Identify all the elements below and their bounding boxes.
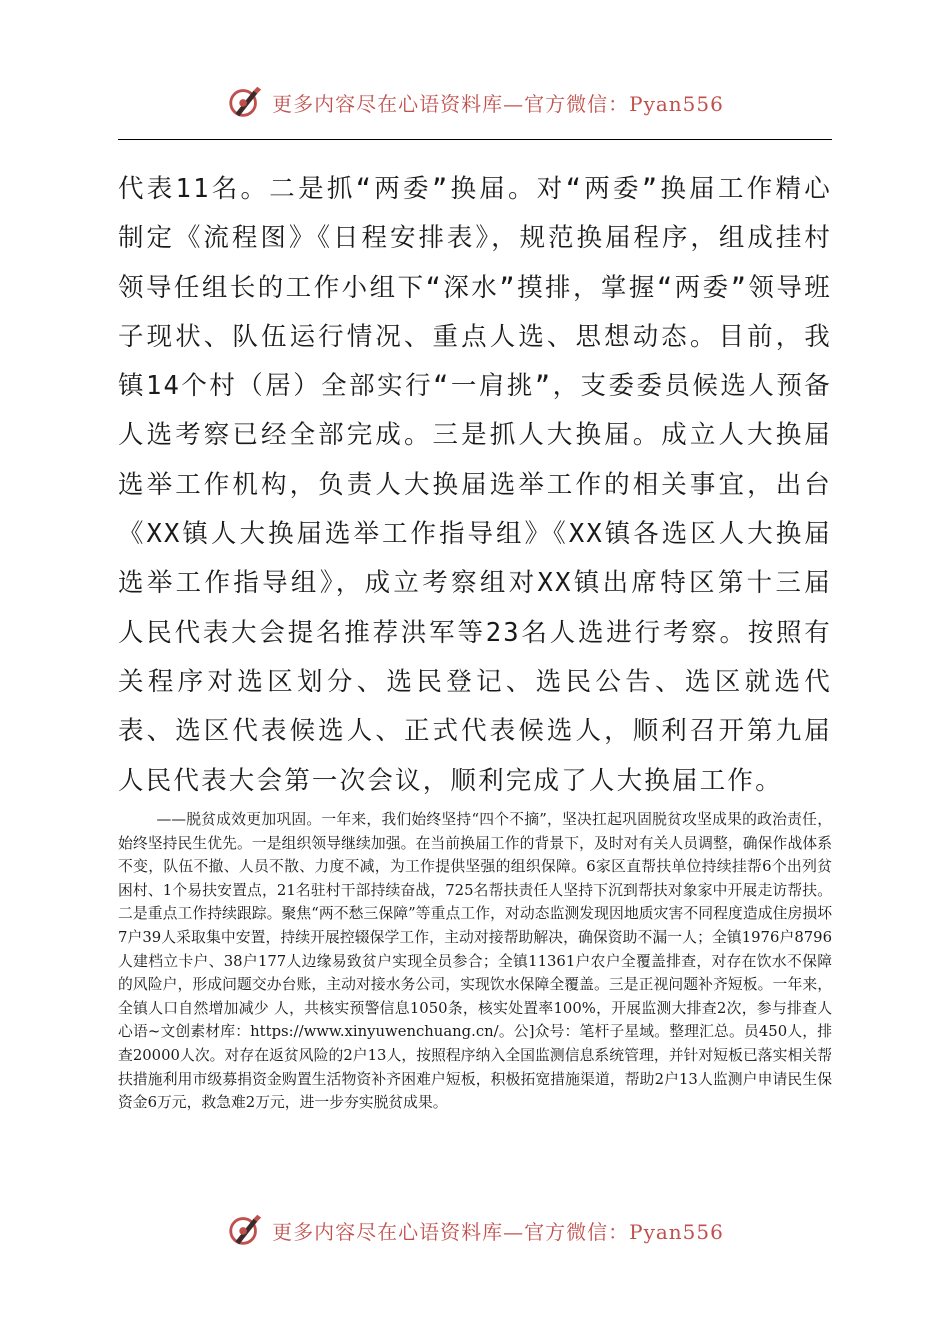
header-divider [118, 139, 832, 140]
header-banner-text: 更多内容尽在心语资料库—官方微信：Pyan556 [272, 91, 724, 116]
header-banner [0, 80, 950, 124]
main-paragraph: 代表11名。二是抓“两委”换届。对“两委”换届工作精心制定《流程图》《日程安排表》，规范换届程序，组成挂村领导任组长的工作小组下“深水”摸排，掌握“两委”领导班子现状、队伍运行情况、重点人选、思想动态。目前，我镇14个村（居）全部实行“一肩挑”，支委委员候选人预备人选考察已经全部完成。三是抓人大换届。成立人大换届选举工作机构，负责人大换届选举工作的相关事宜，出台《XX镇人大换届选举工作指导组》《XX镇各选区人大换届选举工作指导组》，成立考察组对XX镇出席特区第十三届人民代表大会提名推荐洪军等23名人选进行考察。按照有关程序对选区划分、选民登记、选民公告、选区就选代表、选区代表候选人、正式代表候选人，顺利召开第九届人民代表大会第一次会议，顺利完成了人大换届工作。 [118, 174, 832, 796]
pen-circle-logo-icon [226, 83, 264, 121]
footer-banner [0, 1208, 950, 1252]
poverty-paragraph: ——脱贫成效更加巩固。一年来，我们始终坚持“四个不摘”，坚决扛起巩固脱贫攻坚成果的政治责任，始终坚持民生优先。一是组织领导继续加强。在当前换届工作的背景下，及时对有关人员调整，确保作战体系不变，队伍不撤、人员不散、力度不减，为工作提供坚强的组织保障。6家区直帮扶单位持续挂帮6个出列贫困村、1个易扶安置点，21名驻村干部持续奋战，725名帮扶责任人坚持下沉到帮扶对象家中开展走访帮扶。二是重点工作持续跟踪。聚焦“两不愁三保障”等重点工作，对动态监测发现因地质灾害不同程度造成住房损坏7户39人采取集中安置，持续开展控辍保学工作，主动对接帮助解决，确保资助不漏一人；全镇1976户8796人建档立卡户、38户177人边缘易致贫户实现全员参合；全镇11361户农户全覆盖排查，对存在饮水不保障的风险户，形成问题交办台账，主动对接水务公司，实现饮水保障全覆盖。三是正视问题补齐短板。一年来，全镇人口自然增加减少 人，共核实预警信息1050条，核实处置率100%，开展监测大排查2次，参与排查人心语~文创素材库：https://www.xinyuwenchuang.cn/。公]众号：笔杆子星域。整理汇总。员450人，排查20000人次。对存在返贫风险的2户13人，按照程序纳入全国监测信息系统管理，并针对短板已落实相关帮扶措施利用市级募捐资金购置生活物资补齐困难户短板，积极拓宽措施渠道，帮助2户13人监测户申请民生保资金6万元，救急难2万元，进一步夯实脱贫成果。 [118, 811, 832, 1112]
pen-circle-logo-icon [226, 1211, 264, 1249]
footer-banner-text: 更多内容尽在心语资料库—官方微信：Pyan556 [272, 1219, 724, 1244]
